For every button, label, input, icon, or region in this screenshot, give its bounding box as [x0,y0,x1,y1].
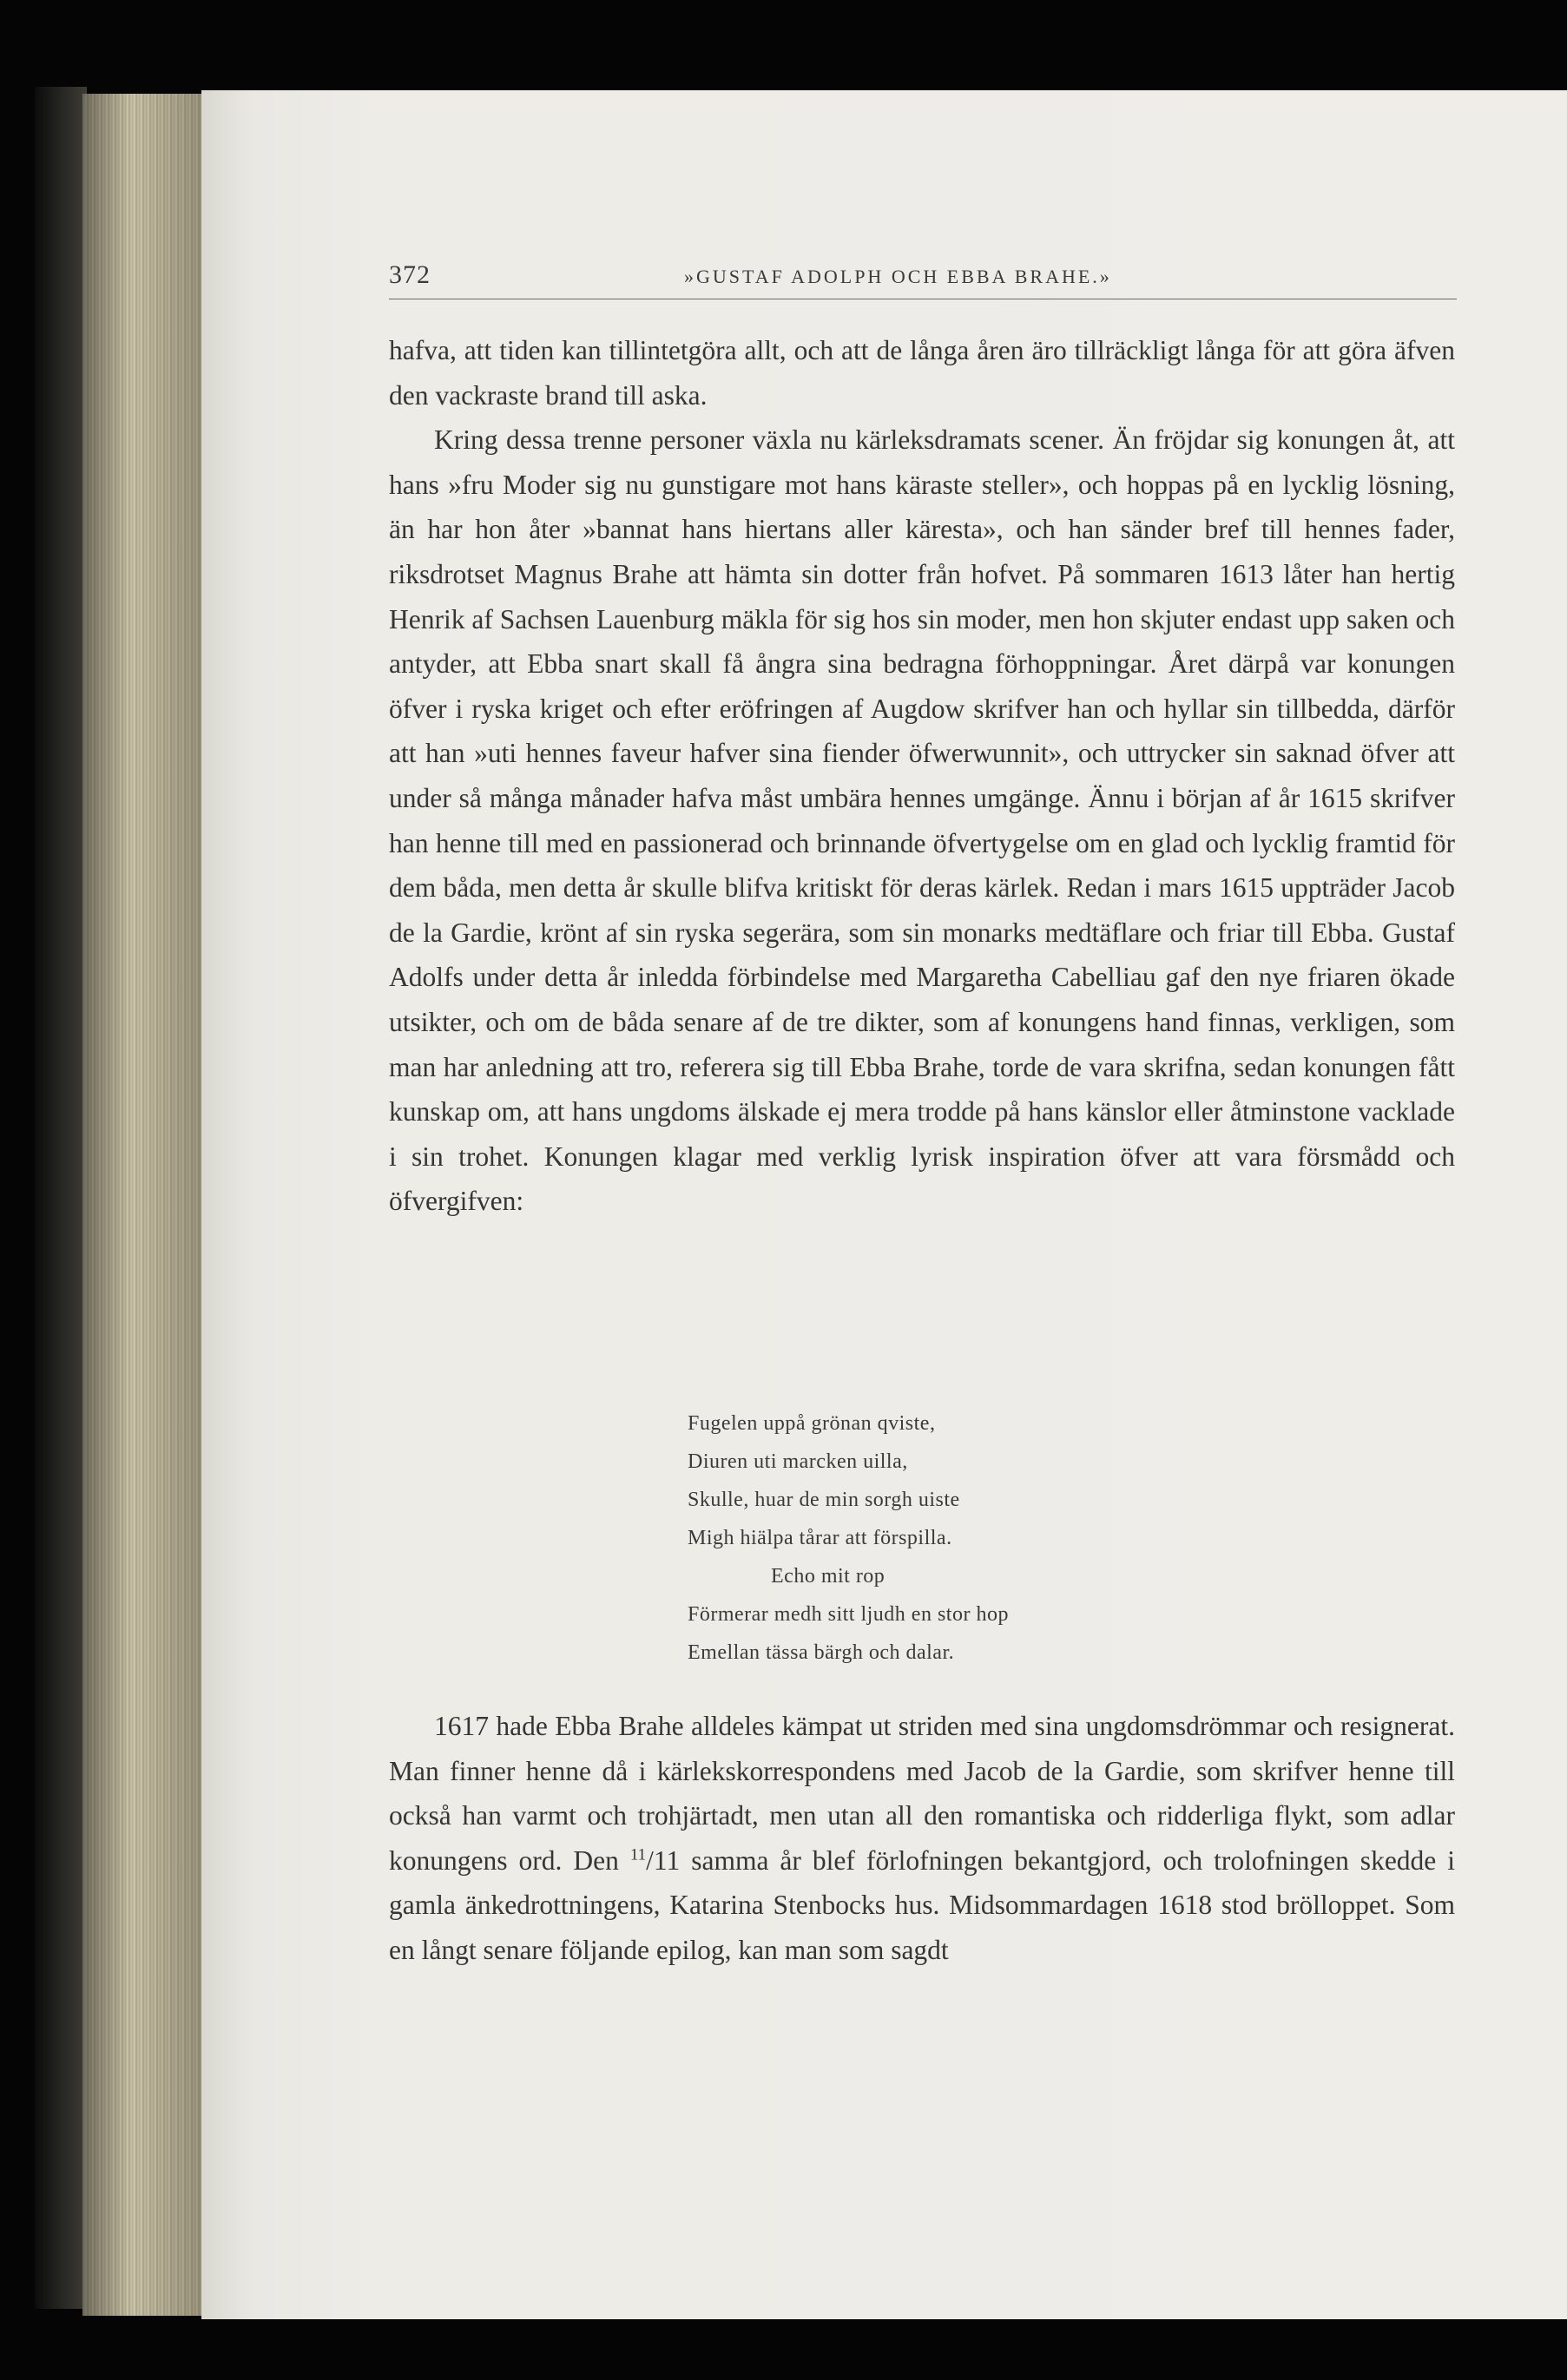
date-numerator: 11 [629,1845,647,1864]
main-text [389,328,1455,1224]
running-title: »GUSTAF ADOLPH OCH EBBA BRAHE.» [684,266,1112,287]
closing-part-2: samma år blef förlofningen bekantgjord, och trolofningen skedde i gamla änkedrottningens, Katarina Stenbocks hus. Midsommardagen 1618 stod brölloppet. Som en långt senare följande epilog, kan man som sagdt [389,1844,1456,1965]
poem-line: Skulle, huar de min sorgh uiste [688,1489,960,1511]
poem-line: Förmerar medh sitt ljudh en stor hop [688,1603,1009,1626]
book-binding [35,87,87,2309]
page-number: 372 [389,260,431,289]
page-edges [82,94,204,2316]
paragraph-continuation: hafva, att tiden kan tillintetgöra allt, och att de långa åren äro tillräckligt långa för att göra äfven den vackraste brand till aska. [389,335,1455,411]
poem-line: Diuren uti marcken uilla, [688,1450,908,1473]
paragraph-1617 [389,1704,1455,1973]
poem-line-echo: Echo mit rop [771,1565,886,1588]
page-header [389,260,1457,299]
poem-line: Migh hiälpa tårar att förspilla. [688,1527,952,1549]
poem-line: Fugelen uppå grönan qviste, [688,1412,936,1435]
paragraph-kring: Kring dessa trenne personer växla nu kärleksdramats scener. Än fröjdar sig konungen åt, att hans »fru Moder sig nu gunstigare mot hans käraste steller», och hoppas på en lycklig lösning, än har hon åter »bannat hans hiertans aller käresta», och han sänder bref till hennes fader, riksdrotset Magnus Brahe att hämta sin dotter från hofvet. På sommaren 1613 låter han hertig Henrik af Sachsen Lauenburg mäkla för sig hos sin moder, men hon skjuter endast upp saken och antyder, att Ebba snart skall få ångra sina bedragna förhoppningar. Året därpå var konungen öfver i ryska kriget och efter eröfringen af Augdow skrifver han och hyllar sin tillbedda, därför att han »uti hennes faveur hafver sina fiender öfwerwunnit», och uttrycker sin saknad öfver att under så många månader hafva måst umbära hennes umgänge. Ännu i början af år 1615 skrifver han henne till med en passionerad och brinnande öfvertygelse om en glad och lycklig framtid för dem båda, men detta år skulle blifva kritiskt för deras kärlek. Redan i mars 1615 uppträder Jacob de la Gardie, krönt af sin ryska segerära, som sin monarks medtäflare och friar till Ebba. Gustaf Adolfs under detta år inledda förbindelse med Margaretha Cabelliau gaf den nye friaren ökade utsikter, och om de båda senare af de tre dikter, som af konungens hand finnas, verkligen, som man har anledning att tro, referera sig till Ebba Brahe, torde de vara skrifna, sedan konungen fått kunskap om, att hans ungdoms älskade ej mera trodde på hans känslor eller åtminstone vacklade i sin trohet. Konungen klagar med verklig lyrisk inspiration öfver att vara försmådd och öfvergifven: [389,424,1455,1217]
poem-line: Emellan tässa bärgh och dalar. [688,1641,955,1664]
date-denominator: /11 [646,1844,681,1876]
closing-text [389,1704,1455,1973]
poem-block [688,1404,1295,1672]
closing-part-1: 1617 hade Ebba Brahe alldeles kämpat ut striden med sina ungdomsdrömmar och resignerat. Man finner henne då i kärlekskorrespondens med Jacob de la Gardie, som skrifver henne till också han varmt och trohjärtadt, men utan all den romantiska och ridderliga flykt, som adlar konungens ord. Den [389,1711,1455,1876]
